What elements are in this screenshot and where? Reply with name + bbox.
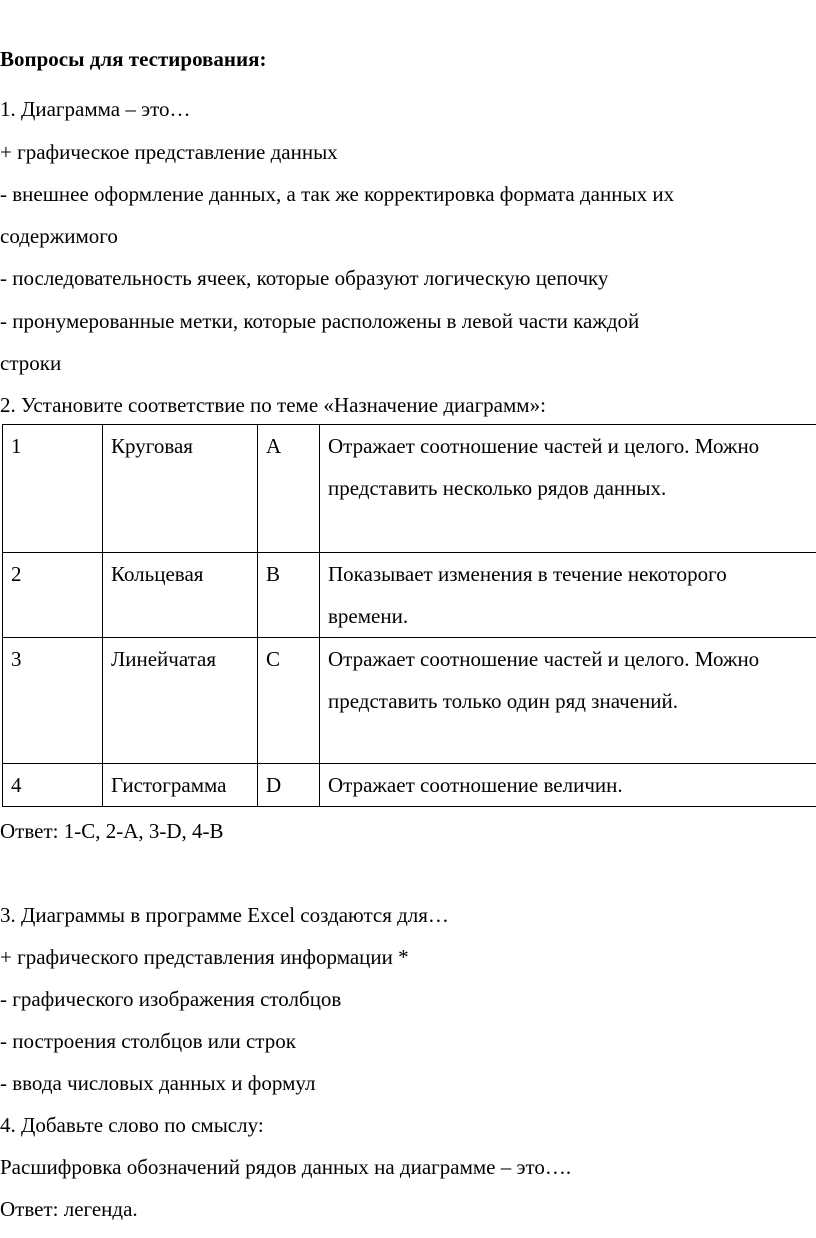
page-title: Вопросы для тестирования: (0, 47, 267, 71)
row-number: 3 (3, 638, 103, 764)
row-number: 2 (3, 553, 103, 638)
row-description: Показывает изменения в течение некоторого времени. (320, 553, 816, 638)
row-number: 4 (3, 764, 103, 807)
table-row (3, 425, 816, 553)
q3-option-1: + графического представления информации * (0, 945, 409, 969)
q4-prompt: Расшифровка обозначений рядов данных на диаграмме – это…. (0, 1155, 572, 1179)
chart-type: Линейчатая (103, 638, 258, 764)
q3-option-3: - построения столбцов или строк (0, 1029, 296, 1053)
row-letter: C (258, 638, 320, 764)
row-description: Отражает соотношение частей и целого. Можно представить несколько рядов данных. (320, 425, 816, 553)
question-1: 1. Диаграмма – это… (0, 97, 191, 121)
q2-answer: Ответ: 1-C, 2-A, 3-D, 4-B (0, 819, 224, 843)
q1-option-2: - внешнее оформление данных, а так же корректировка формата данных их (0, 182, 675, 206)
q1-option-3: - последовательность ячеек, которые образуют логическую цепочку (0, 266, 609, 290)
row-letter: A (258, 425, 320, 553)
q1-option-1: + графическое представление данных (0, 140, 338, 164)
row-description: Отражает соотношение частей и целого. Можно представить только один ряд значений. (320, 638, 816, 764)
row-letter: D (258, 764, 320, 807)
q4-answer: Ответ: легенда. (0, 1197, 138, 1221)
q3-option-4: - ввода числовых данных и формул (0, 1071, 316, 1095)
question-3: 3. Диаграммы в программе Excel создаются для… (0, 903, 449, 927)
chart-type: Круговая (103, 425, 258, 553)
row-description: Отражает соотношение величин. (320, 764, 816, 807)
table-row (3, 764, 816, 807)
chart-type: Кольцевая (103, 553, 258, 638)
row-letter: B (258, 553, 320, 638)
question-2: 2. Установите соответствие по теме «Назначение диаграмм»: (0, 393, 546, 417)
question-4: 4. Добавьте слово по смыслу: (0, 1113, 264, 1137)
chart-type: Гистограмма (103, 764, 258, 807)
q1-option-2-cont: содержимого (0, 224, 118, 248)
q1-option-4: - пронумерованные метки, которые расположены в левой части каждой (0, 309, 640, 333)
matching-table (2, 424, 816, 807)
table-row (3, 638, 816, 764)
q1-option-4-cont: строки (0, 351, 62, 375)
table-row (3, 553, 816, 638)
row-number: 1 (3, 425, 103, 553)
q3-option-2: - графического изображения столбцов (0, 987, 342, 1011)
